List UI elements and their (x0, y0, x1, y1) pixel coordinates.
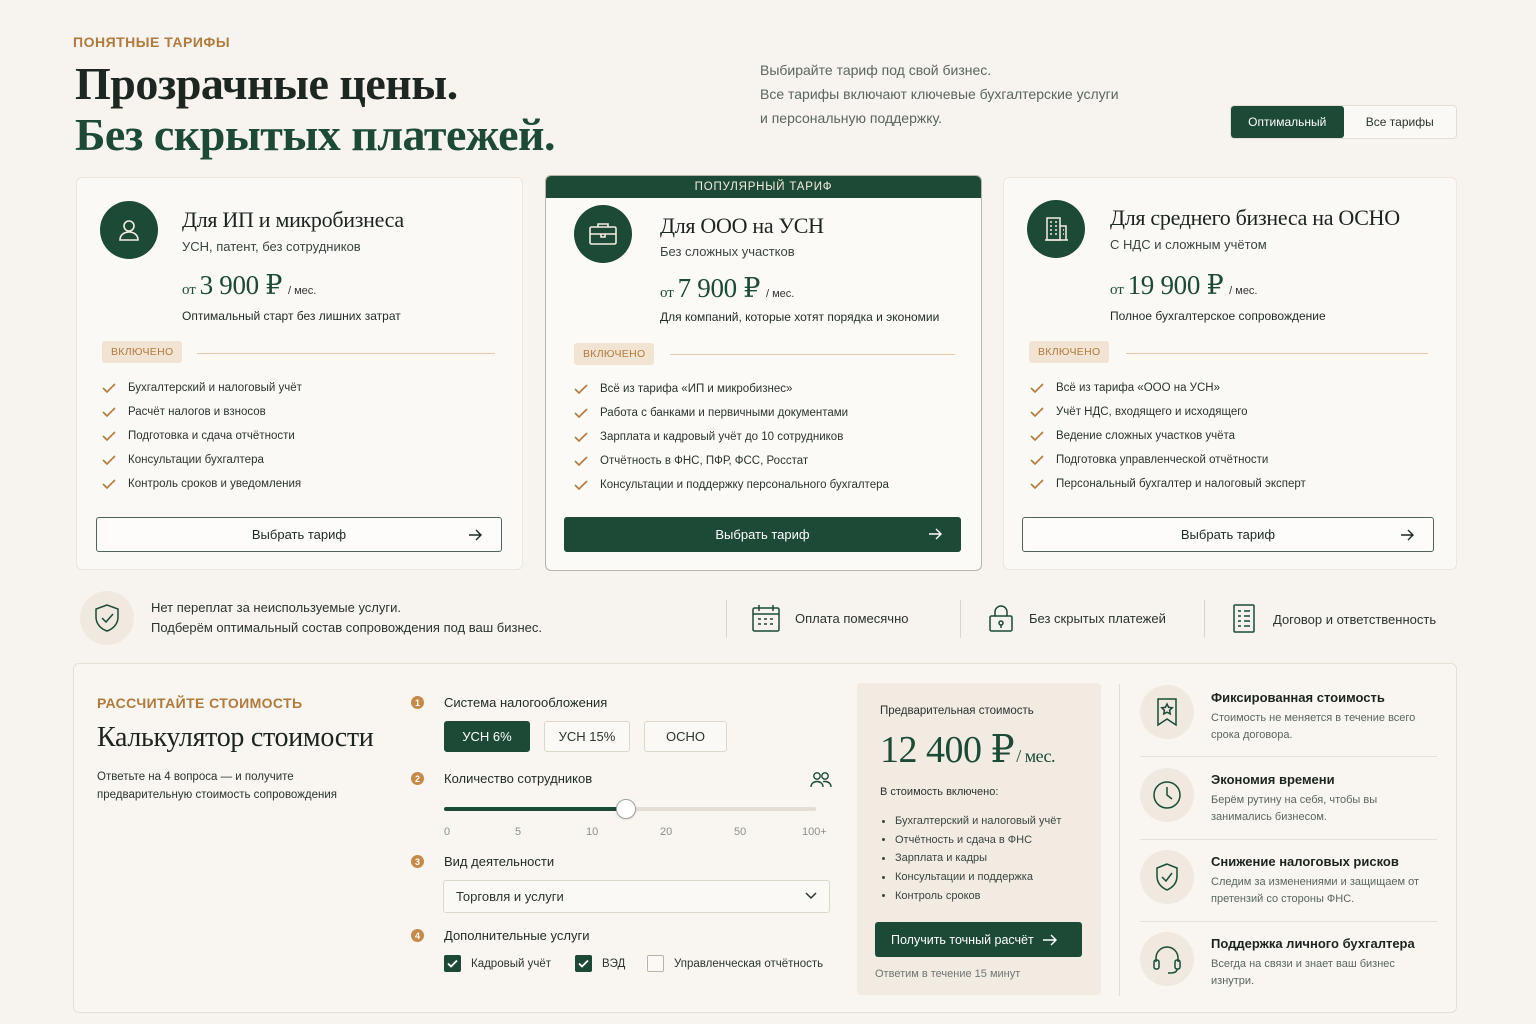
list-item: Консультации и поддержка (882, 868, 1061, 887)
checkbox-label: Кадровый учёт (471, 957, 551, 970)
button-label: Выбрать тариф (1180, 527, 1276, 542)
slider-tick: 5 (515, 826, 522, 838)
slider-tick: 10 (586, 826, 599, 838)
benefit-text: Стоимость не меняется в течение всего срока договора. (1211, 712, 1416, 741)
benefit-title: Поддержка личного бухгалтера (1211, 936, 1415, 951)
feature-label: Зарплата и кадровый учёт до 10 сотрудников (600, 431, 844, 443)
feature-label: Без скрытых платежей (1029, 610, 1166, 626)
price-period: / мес. (765, 288, 795, 300)
arrow-right-icon (1399, 527, 1415, 546)
button-label: Выбрать тариф (251, 527, 347, 542)
slider-fill (444, 807, 626, 811)
check-icon (102, 455, 116, 465)
feature-label: Подготовка управленческой отчётности (1056, 454, 1269, 466)
estimate-included-label: В стоимость включено: (880, 786, 999, 798)
check-icon (102, 407, 116, 417)
feature-label: Контроль сроков и уведомления (128, 478, 302, 490)
tax-option-osno[interactable]: ОСНО (644, 721, 727, 752)
users-icon (810, 770, 832, 793)
plan-subtitle: Без сложных участков (660, 244, 795, 259)
strip-line: Подберём оптимальный состав сопровождения под ваш бизнес. (151, 620, 542, 635)
price-prefix: от (1110, 282, 1124, 298)
page-title (75, 58, 555, 160)
price-value: 3 900 ₽ (199, 270, 283, 300)
check-icon (1030, 431, 1044, 441)
plan-note: Полное бухгалтерское сопровождение (1110, 309, 1326, 323)
plan-subtitle: С НДС и сложным учётом (1110, 237, 1267, 252)
arrow-right-icon (467, 527, 483, 546)
question-label: Система налогообложения (444, 695, 608, 710)
divider (1126, 353, 1428, 354)
feature-label: Подготовка и сдача отчётности (128, 430, 295, 442)
strip-line: Нет переплат за неиспользуемые услуги. (151, 600, 402, 615)
question-label: Дополнительные услуги (444, 928, 590, 943)
hero-intro (760, 58, 1160, 130)
tax-option-usn6[interactable]: УСН 6% (444, 721, 530, 752)
benefit-title: Экономия времени (1211, 772, 1335, 787)
feature-label: Бухгалтерский и налоговый учёт (128, 382, 302, 394)
no-hidden-fees-feature (987, 603, 1166, 633)
feature-item (102, 400, 302, 424)
feature-item (102, 376, 302, 400)
building-icon (1027, 200, 1085, 258)
check-icon (574, 480, 588, 490)
price-period: / мес. (1229, 285, 1258, 297)
select-plan-button[interactable] (96, 517, 502, 552)
plan-price (182, 270, 316, 301)
plan-title: Для ИП и микробизнеса (182, 207, 404, 232)
step-number: 3 (411, 855, 424, 868)
check-icon (102, 431, 116, 441)
select-plan-button[interactable] (564, 517, 961, 552)
step-number: 4 (411, 929, 424, 942)
feature-item (1030, 472, 1306, 496)
feature-label: Работа с банками и первичными документами (600, 407, 849, 419)
included-badge: ВКЛЮЧЕНО (102, 341, 182, 363)
feature-label: Оплата помесячно (795, 610, 909, 626)
divider (1119, 684, 1120, 996)
arrow-right-icon (927, 526, 943, 545)
feature-label: Консультации и поддержку персонального бухгалтера (600, 479, 889, 491)
plan-title: Для среднего бизнеса на ОСНО (1110, 205, 1400, 230)
shield-check-icon (1140, 850, 1194, 904)
divider (670, 354, 955, 355)
check-icon (1030, 407, 1044, 417)
intro-line: и персональную поддержку. (760, 110, 943, 126)
divider (1140, 921, 1437, 922)
contract-feature (1231, 603, 1436, 635)
price-value: 7 900 ₽ (677, 273, 761, 303)
button-label: Выбрать тариф (715, 527, 810, 542)
feature-item (574, 377, 889, 401)
briefcase-icon (574, 205, 632, 263)
estimate-price (880, 727, 1055, 772)
check-icon (574, 456, 588, 466)
checkbox-hr-accounting[interactable] (444, 955, 551, 972)
no-overpay-text (151, 598, 542, 638)
list-item: Зарплата и кадры (882, 849, 1061, 868)
feature-label: Всё из тарифа «ИП и микробизнес» (600, 383, 793, 395)
included-badge: ВКЛЮЧЕНО (1029, 341, 1109, 363)
divider (1140, 756, 1437, 757)
checkbox-ved[interactable] (575, 955, 625, 972)
check-icon (1030, 455, 1044, 465)
plan-card-ip (76, 177, 523, 570)
plan-price (1110, 270, 1258, 301)
slider-tick: 0 (444, 826, 451, 838)
slider-tick: 20 (660, 826, 673, 838)
plan-view-toggle (1230, 105, 1457, 139)
feature-label: Учёт НДС, входящего и исходящего (1056, 406, 1248, 418)
slider-tick: 50 (734, 826, 747, 838)
employee-count-slider[interactable] (444, 807, 816, 811)
clock-icon (1140, 768, 1194, 822)
list-item: Отчётность и сдача в ФНС (882, 831, 1061, 850)
benefit-text: Следим за изменениями и защищаем от претензий со стороны ФНС. (1211, 876, 1420, 905)
feature-label: Консультации бухгалтера (128, 454, 264, 466)
plan-note: Для компаний, которые хотят порядка и экономии (660, 310, 940, 324)
feature-label: Ведение сложных участков учёта (1056, 430, 1236, 442)
divider (1204, 600, 1205, 638)
calculator-description: Ответьте на 4 вопроса — и получите предварительную стоимость сопровождения (97, 771, 338, 801)
feature-item (102, 448, 302, 472)
estimate-items (882, 812, 1061, 905)
estimate-label: Предварительная стоимость (880, 705, 1034, 717)
estimate-period: / мес. (1016, 746, 1056, 766)
intro-line: Все тарифы включают ключевые бухгалтерские услуги (760, 86, 1119, 102)
benefit-text: Всегда на связи и знает ваш бизнес изнутри. (1211, 958, 1395, 987)
feature-item (1030, 424, 1306, 448)
arrow-right-icon (1042, 933, 1058, 947)
document-icon (1231, 603, 1259, 635)
price-prefix: от (660, 285, 674, 301)
plan-subtitle: УСН, патент, без сотрудников (182, 239, 361, 254)
calculator-eyebrow: РАССЧИТАЙТЕ СТОИМОСТЬ (97, 695, 303, 711)
feature-item (102, 472, 302, 496)
calculator-title: Калькулятор стоимости (97, 722, 374, 753)
benefit-title: Фиксированная стоимость (1211, 690, 1385, 705)
plan-card-ooo (545, 175, 982, 571)
list-item: Бухгалтерский и налоговый учёт (882, 812, 1061, 831)
benefit-title: Снижение налоговых рисков (1211, 854, 1399, 869)
check-icon (1030, 383, 1044, 393)
select-plan-button[interactable] (1022, 517, 1434, 552)
check-icon (102, 479, 116, 489)
headset-icon (1140, 932, 1194, 986)
step-number: 1 (411, 696, 424, 709)
plan-card-osno (1003, 177, 1457, 570)
feature-item (574, 425, 889, 449)
checkbox-label: Управленческая отчётность (674, 957, 824, 970)
tax-option-usn15[interactable]: УСН 15% (544, 721, 630, 752)
plan-title: Для ООО на УСН (660, 213, 824, 238)
step-number: 2 (411, 772, 424, 785)
bookmark-star-icon (1140, 685, 1194, 739)
price-value: 19 900 ₽ (1127, 270, 1224, 300)
lock-icon (987, 603, 1015, 633)
checkbox-checked-icon (575, 955, 592, 972)
benefit-text: Берём рутину на себя, чтобы вы занимались бизнесом. (1211, 794, 1378, 823)
checkbox-unchecked-icon (647, 955, 664, 972)
feature-item (574, 401, 889, 425)
price-period: / мес. (287, 285, 317, 297)
checkbox-label: ВЭД (602, 957, 626, 970)
feature-list (1030, 376, 1306, 496)
feature-item (574, 449, 889, 473)
feature-item (102, 424, 302, 448)
plan-price (660, 273, 794, 304)
divider (726, 600, 727, 638)
response-time-note: Ответим в течение 15 минут (875, 968, 1021, 980)
feature-item (1030, 448, 1306, 472)
estimate-price-value: 12 400 ₽ (880, 729, 1015, 771)
toggle-all-plans[interactable]: Все тарифы (1365, 115, 1434, 129)
divider (197, 353, 495, 354)
select-value: Торговля и услуги (456, 889, 564, 904)
hero-eyebrow: ПОНЯТНЫЕ ТАРИФЫ (73, 34, 231, 50)
question-label: Вид деятельности (444, 854, 555, 869)
feature-item (1030, 400, 1306, 424)
slider-tick: 100+ (802, 826, 827, 838)
checkbox-management-reporting[interactable] (647, 955, 823, 972)
checkbox-checked-icon (444, 955, 461, 972)
feature-label: Расчёт налогов и взносов (128, 406, 266, 418)
title-line-2: Без скрытых платежей. (75, 109, 556, 160)
included-badge: ВКЛЮЧЕНО (574, 343, 654, 365)
divider (960, 600, 961, 638)
check-icon (574, 408, 588, 418)
plan-note: Оптимальный старт без лишних затрат (182, 309, 401, 323)
check-icon (1030, 479, 1044, 489)
feature-item (574, 473, 889, 497)
toggle-optimal[interactable]: Оптимальный (1231, 106, 1344, 138)
feature-label: Договор и ответственность (1273, 611, 1437, 627)
chevron-down-icon (805, 892, 817, 900)
activity-type-select[interactable] (443, 880, 830, 913)
feature-list (574, 377, 889, 497)
calendar-icon (751, 603, 781, 633)
title-line-1: Прозрачные цены. (75, 58, 458, 109)
feature-list (102, 376, 302, 496)
price-prefix: от (182, 282, 196, 298)
get-exact-quote-button[interactable] (875, 922, 1082, 957)
intro-line: Выбирайте тариф под свой бизнес. (760, 62, 992, 78)
button-label: Получить точный расчёт (891, 932, 1034, 947)
shield-check-icon (80, 591, 134, 645)
feature-item (1030, 376, 1306, 400)
feature-label: Всё из тарифа «ООО на УСН» (1056, 382, 1220, 394)
feature-label: Персональный бухгалтер и налоговый эксперт (1056, 478, 1306, 490)
user-icon (100, 201, 158, 259)
monthly-payment-feature (751, 603, 909, 633)
divider (1140, 839, 1437, 840)
list-item: Контроль сроков (882, 886, 1061, 905)
check-icon (102, 383, 116, 393)
feature-label: Отчётность в ФНС, ПФР, ФСС, Росстат (600, 455, 809, 467)
popular-plan-banner: ПОПУЛЯРНЫЙ ТАРИФ (546, 176, 981, 198)
check-icon (574, 432, 588, 442)
question-label: Количество сотрудников (444, 771, 593, 786)
check-icon (574, 384, 588, 394)
